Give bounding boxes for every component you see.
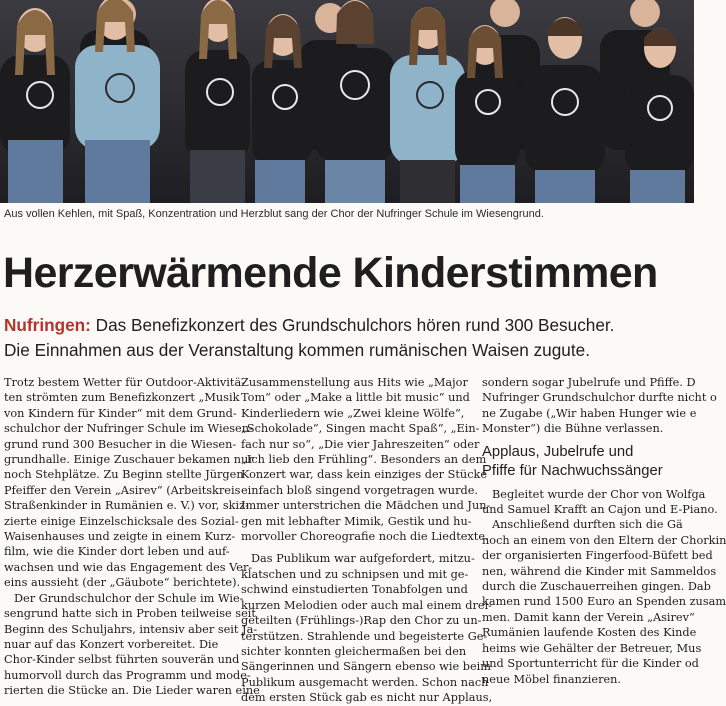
photo-caption: Aus vollen Kehlen, mit Spaß, Konzentration und Herzblut sang der Chor der Nufringer Schule im Wiesengrund. [4,208,544,220]
text-line: sengrund hatte sich in Proben teilweise seit [4,607,256,621]
text-line: Immer unterstrichen die Mädchen und Jun- [241,499,491,513]
text-line: men. Damit kann der Verein „Asirev“ [482,610,695,624]
text-line: Beginn des Schuljahrs, intensiv aber seit Ja- [4,622,258,636]
text-line: schwind einstudierten Tonabfolgen und [241,583,468,597]
text-line: kamen rund 1500 Euro an Spenden zusam [482,595,726,609]
article-column-1 [4,375,260,699]
text-line: fach nur so“, „Die vier Jahreszeiten“ oder [241,437,480,451]
text-line: Trotz bestem Wetter für Outdoor-Aktivitä- [4,376,246,389]
text-line: sichter konnten gleichermaßen bei den [241,644,467,658]
text-line: gen mit lebhafter Mimik, Gestik und hu- [241,514,472,528]
text-line: grundhalle. Einige Zuschauer bekamen nur [4,453,254,467]
text-line: nuar auf das Konzert vorbereitet. Die [4,637,219,651]
text-line: Konzert war, dass kein einziges der Stücke [241,468,488,482]
subheadline-text: Das Benefizkonzert des Grundschulchors hören rund 300 Besucher. [90,315,615,335]
text-line: Pfeiffer den Verein „Asirev“ (Arbeitskreis [4,483,241,497]
paragraph-gap [241,544,471,551]
headline: Herzerwärmende Kinderstimmen [3,249,658,297]
text-line: „Ich lieb den Frühling“. Besonders an dem [241,453,487,467]
text-line: grund rund 300 Besucher in die Wiesen- [4,437,237,451]
text-line: noch an einem von den Eltern der Chorkin [482,533,726,547]
text-line: durch die Zuschauerreihen gingen. Dab [482,580,711,594]
text-line: geteilten (Frühlings-)Rap den Chor zu un- [241,614,482,628]
text-line: von Kindern für Kinder“ mit dem Grund- [4,406,237,420]
text-line: Monster“) die Bühne verlassen. [482,422,664,436]
text-line: klatschen und zu schnipsen und mit ge- [241,567,469,581]
section-heading-line-1: Applaus, Jubelrufe und [482,443,634,460]
text-line: nen, während die Kinder mit Sammeldos [482,564,717,578]
text-line: Chor-Kinder selbst führten souverän und [4,653,240,667]
text-line: Kinderliedern wie „Zwei kleine Wölfe“, [241,406,465,420]
text-line: Nufringer Grundschulchor durfte nicht o [482,391,717,405]
section-heading [482,443,712,481]
text-line: Anschließend durften sich die Gä [492,518,683,532]
text-line: film, wie die Kinder dort leben und auf- [4,545,230,559]
text-line: und Sportunterricht für die Kinder od [482,657,699,671]
text-line: sondern sogar Jubelrufe und Pfiffe. D [482,376,696,389]
text-line: heims wie Gehälter der Betreuer, Mus [482,641,702,655]
dateline-place: Nufringen: [4,315,91,335]
text-line: terstützen. Strahlende und begeisterte Ge- [241,629,488,643]
subheadline [4,313,704,363]
text-line: ten strömten zum Benefizkonzert „Musik [4,391,240,405]
article-column-3 [482,375,726,687]
text-line: schulchor der Nufringer Schule im Wiesen- [4,422,253,436]
choir-photo [0,0,694,203]
text-line: morvoller Choreografie noch die Liedtexte. [241,530,489,544]
text-line: ne Zugabe („Wir haben Hunger wie e [482,406,697,420]
text-line: Straßenkinder in Rumänien e. V.) vor, skiz- [4,499,249,513]
text-line: Publikum ausgemacht werden. Schon nach [241,675,489,689]
text-line: neue Möbel finanzieren. [482,672,622,686]
section-heading-line-2: Pfiffe für Nachwuchssänger [482,462,663,479]
text-line: Zusammenstellung aus Hits wie „Major [241,376,468,389]
subheadline-line-1 [4,313,704,338]
text-line: dem ersten Stück gab es nicht nur Applaus, [241,691,493,705]
text-line: humorvoll durch das Programm und mode- [4,668,251,682]
choir-photo-illustration [0,0,694,203]
text-line: Rumänien laufende Kosten des Kinde [482,626,697,640]
text-line: einfach bloß singend vorgetragen wurde. [241,483,478,497]
text-line: zierte einige Einzelschicksale des Sozial- [4,514,239,528]
text-line: noch Stehplätze. Zu Beginn stellte Jürgen [4,468,244,482]
text-line: Sängerinnen und Sängern ebenso wie beim [241,660,491,674]
text-line: Der Grundschulchor der Schule im Wie- [14,591,244,605]
text-line: eins aussieht (der „Gäubote“ berichtete). [4,576,241,590]
text-line: Das Publikum war aufgefordert, mitzu- [251,552,475,566]
text-line: der organisierten Fingerfood-Büfett bed [482,549,713,563]
text-line: rierten die Stücke an. Die Lieder waren eine [4,684,260,698]
text-line: kurzen Melodien oder auch mal einem drei- [241,598,492,612]
text-line: Waisenhauses und zeigte in einem Kurz- [4,530,236,544]
text-line: und Samuel Krafft an Cajon und E-Piano. [482,503,718,517]
text-line: „Schokolade“, Singen macht Spaß“, „Ein- [241,422,480,436]
article-column-2 [241,375,493,706]
subheadline-line-2: Die Einnahmen aus der Veranstaltung kommen rumänischen Waisen zugute. [4,340,590,360]
text-line: wachsen und wie das Engagement des Ver- [4,560,253,574]
text-line: Begleitet wurde der Chor von Wolfga [492,487,706,501]
text-line: Tom“ oder „Make a little bit music“ und [241,391,470,405]
